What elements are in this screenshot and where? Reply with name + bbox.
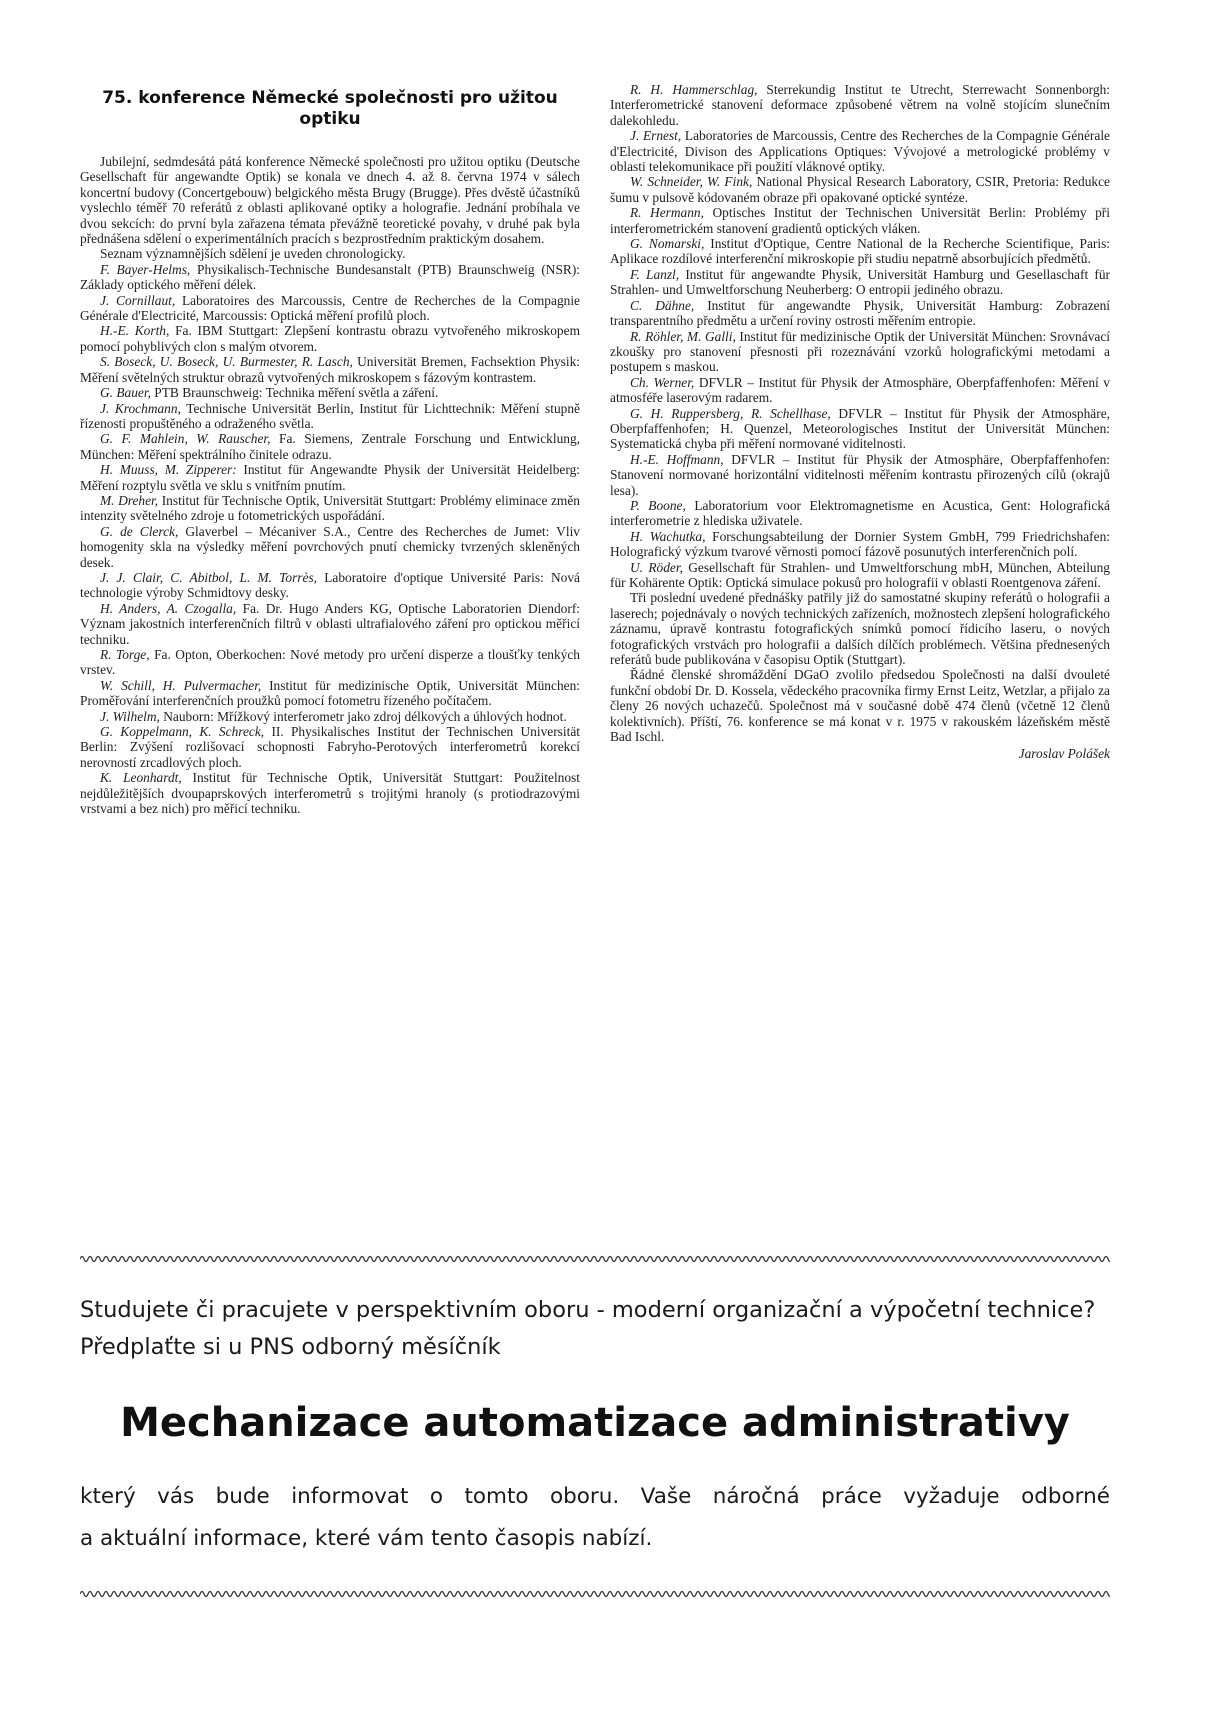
ad-subscribe-line: Předplaťte si u PNS odborný měsíčník (80, 1334, 501, 1360)
paragraph (80, 431, 580, 462)
paragraph-text: Fa. Opton, Oberkochen: Nové metody pro určení disperze a tloušťky tenkých vrstev. (80, 647, 580, 678)
author-names: J. Cornillaut, (100, 292, 176, 308)
paragraph-text: II. Physikalisches Institut der Technischen Universität Berlin: Zvýšení rozlišovací schopnosti Fabryho-Perotových interferometrů korekcí nerovností zrcadlových ploch. (80, 724, 580, 770)
paragraph (80, 462, 580, 493)
paragraph-text: Laboratorium voor Elektromagnetisme en Acustica, Gent: Holografická interferometrie z hlediska uživatele. (610, 497, 1110, 529)
author-names: P. Boone, (630, 497, 686, 513)
ad-magazine-title: Mechanizace automatizace administrativy (120, 1400, 1070, 1446)
paragraph (80, 570, 580, 601)
author-names: G. H. Ruppersberg, R. Schellhase, (630, 405, 831, 421)
paragraph (80, 678, 580, 709)
paragraph-text: DFVLR – Institut für Physik der Atmosphäre, Oberpfaffenhofen: Měření v atmosféře laserovým radarem. (610, 374, 1110, 406)
paragraph (610, 82, 1110, 128)
ad-body-line-2: a aktuální informace, které vám tento časopis nabízí. (80, 1526, 653, 1551)
author-names: F. Lanzl, (630, 266, 680, 282)
author-names: G. Bauer, (100, 385, 151, 401)
right-column (610, 82, 1110, 762)
paragraph-text: Optisches Institut der Technischen Universität Berlin: Problémy při interferometrickém stanovení gradientů optických vláken. (610, 205, 1110, 236)
author-names: W. Schill, H. Pulvermacher, (100, 677, 262, 693)
paragraph (610, 590, 1110, 667)
paragraph (610, 375, 1110, 406)
paragraph (80, 354, 580, 385)
ad-body-line-1: který vás bude informovat o tomto oboru. Vaše náročná práce vyžaduje odborné (80, 1484, 1110, 1509)
author-names: U. Röder, (630, 559, 683, 575)
paragraph (610, 498, 1110, 529)
author-names: G. F. Mahlein, W. Rauscher, (100, 431, 271, 447)
author-names: M. Dreher, (100, 492, 159, 508)
paragraph-text: Institut für Angewandte Physik der Universität Heidelberg: Měření rozptylu světla ve sklu s vnitřním pnutím. (80, 462, 580, 493)
paragraph (80, 323, 580, 354)
paragraph-text: Technische Universität Berlin, Institut für Lichttechnik: Měření stupně řízenosti propuštěného a odraženého světla. (80, 400, 580, 431)
paragraph-text: Laboratoires des Marcoussis, Centre de Recherches de la Compagnie Générale d'Electricité, Marcoussis: Optická měření profilů ploch. (80, 292, 580, 324)
paragraph (80, 724, 580, 770)
paragraph (80, 493, 580, 524)
paragraph-text: Institut für angewandte Physik, Universität Hamburg: Zobrazení transparentního předmětu a určení roviny ostrosti měřením entropie. (610, 297, 1110, 329)
author-names: R. Hermann, (630, 205, 704, 221)
paragraph-text: DFVLR – Institut für Physik der Atmosphäre, Oberpfaffenhofen; H. Quenzel, Meteorologisches Institut der Universität München: Systematická chyba při měření normované viditelnosti. (610, 405, 1110, 452)
paragraph (610, 529, 1110, 560)
paragraph (610, 667, 1110, 744)
paragraph (80, 601, 580, 647)
author-names: R. Röhler, M. Galli, (630, 328, 736, 344)
paragraph-text: PTB Braunschweig: Technika měření světla a záření. (150, 385, 439, 401)
paragraph-text: Institut für Technische Optik, Universität Stuttgart: Použitelnost nejdůležitějších dvoupaprskových interferometrů s trojitými hranoly (s protiodrazovými vrstvami a bez nich) pro měřicí techniku. (80, 770, 580, 817)
paragraph (80, 293, 580, 324)
paragraph (80, 647, 580, 678)
paragraph (610, 267, 1110, 298)
author-names: S. Boseck, U. Boseck, U. Burmester, R. Lasch, (100, 354, 353, 370)
paragraph (80, 709, 580, 724)
author-names: H. Anders, A. Czogalla, (100, 600, 237, 616)
paragraph-text: Institut für Technische Optik, Universität Stuttgart: Problémy eliminace změn intenzity světelného zdroje u fotometrických uspořádání. (80, 492, 580, 524)
paragraph (610, 406, 1110, 452)
paragraph-text: Fa. Siemens, Zentrale Forschung und Entwicklung, München: Měření spektrálního činitele odrazu. (80, 431, 580, 462)
paragraph (80, 246, 580, 261)
paragraph (80, 385, 580, 400)
paragraph-text: Laboratoire d'optique Université Paris: Nová technologie výroby Schmidtovy desky. (80, 569, 580, 601)
ad-question: Studujete či pracujete v perspektivním oboru - moderní organizační a výpočetní technice? (80, 1297, 1096, 1323)
paragraph-text: Institut für medizinische Optik, Universität München: Proměřování interferenčních proužků pomocí fotometru řízeného počítačem. (80, 677, 580, 709)
author-names: G. Koppelmann, K. Schreck, (100, 724, 265, 740)
author-names: R. Torge, (100, 647, 150, 662)
author-names: G. de Clerck, (100, 523, 179, 539)
paragraph-text: Laboratories de Marcoussis, Centre des Recherches de la Compagnie Générale d'Electricité, Divison des Applications Optiques: Vývojové a metrologické problémy v oblasti telekomunikace při použití vláknové optiky. (610, 128, 1110, 175)
author-names: F. Bayer-Helms, (100, 261, 191, 277)
paragraph (610, 236, 1110, 267)
author-names: W. Schneider, W. Fink, (630, 174, 753, 190)
paragraph (610, 560, 1110, 591)
paragraph-text: National Physical Research Laboratory, CSIR, Pretoria: Redukce šumu v pulsově kódovaném obraze při opakované optické syntéze. (610, 174, 1110, 205)
author-names: J. Ernest, (630, 128, 682, 144)
paragraph (80, 401, 580, 432)
wavy-line-graphic (80, 1253, 1110, 1265)
paragraph-text: Universität Bremen, Fachsektion Physik: Měření světelných struktur obrazů vytvořených mikroskopem s fázovým kontrastem. (80, 354, 580, 385)
paragraph (610, 174, 1110, 205)
paragraph (610, 452, 1110, 498)
paragraph-text: Jubilejní, sedmdesátá pátá konference Německé společnosti pro užitou optiku (Deutsche Gesellschaft für angewandte Optik) se konala ve dnech 4. až 8. června 1974 v sálech koncertní budovy (Concertgebouw) belgického města Brugy (Brugge). Přes dvěstě účastníků vyslechlo téměř 70 referátů z oblasti aplikované optiky a holografie. Jednání probíhala ve dvou sekcích: do první byla zařazena témata převážně teoretické povahy, v druhé pak byla přednášena sdělení o experimentálních pracích s bezprostředním praktickým dosahem. (80, 154, 580, 247)
left-column (80, 82, 580, 816)
author-names: H. Muuss, M. Zipperer: (100, 462, 237, 478)
author-names: H.-E. Korth, (100, 323, 170, 339)
author-names: C. Dähne, (630, 297, 695, 313)
paragraph (610, 205, 1110, 236)
paragraph (80, 262, 580, 293)
paragraph-text: Řádné členské shromáždění DGaO zvolilo předsedou Společnosti na další dvouleté funkční období Dr. D. Kossela, vědeckého pracovníka firmy Ernst Leitz, Wetzlar, a přijalo za členy 26 nových uchazečů. Společnost má v současné době 474 členů (včetně 12 členů kolektivních). Příští, 76. konference se má konat v r. 1975 v rakouském lázeňském městě Bad Ischl. (610, 667, 1110, 745)
article-columns (80, 82, 1110, 1182)
paragraph-text: Fa. IBM Stuttgart: Zlepšení kontrastu obrazu vytvořeného mikroskopem pomocí pohyblivých clon s malým otvorem. (80, 323, 580, 354)
paragraph-text: Physikalisch-Technische Bundesanstalt (PTB) Braunschweig (NSR): Základy optického měření délek. (80, 261, 581, 293)
paragraph (80, 770, 580, 816)
paragraph-text: Glaverbel – Mécaniver S.A., Centre des Recherches de Jumet: Vliv homogenity skla na výsledky měření povrchových pnutí chemicky tvrzených skleněných desek. (80, 523, 580, 570)
author-names: J. Wilhelm, (100, 708, 160, 724)
author-names: J. J. Clair, C. Abitbol, L. M. Torrès, (100, 569, 318, 585)
author-names: H. Wachutka, (630, 528, 706, 544)
paragraph-text: Fa. Dr. Hugo Anders KG, Optische Laboratorien Diendorf: Význam jakostních interferenčních filtrů v oblasti ultrafialového záření pro optickou měřicí techniku. (80, 600, 580, 647)
wavy-divider-top (80, 1253, 1110, 1265)
paragraph-text: Sterrekundig Institut te Utrecht, Sterrewacht Sonnenborgh: Interferometrické stanovení deformace způsobené větrem na volně stojícím slunečním dalekohledu. (610, 82, 1110, 128)
paragraph-text: DFVLR – Institut für Physik der Atmosphäre, Oberpfaffenhofen: Stanovení normované horizontální viditelnosti měřením kontrastu přirozených cílů (okrajů lesa). (610, 451, 1110, 498)
author-names: K. Leonhardt, (100, 770, 182, 786)
paragraph (80, 524, 580, 570)
wavy-line-graphic (80, 1588, 1110, 1600)
paragraph-text: Tři poslední uvedené přednášky patřily již do samostatné skupiny referátů o holografii a laserech; pojednávaly o nových technických zařízeních, možnostech zlepšení holografického záznamu, úpravě kontrastu fotografických snímků pomocí řídicího laseru, o nových fotografických vrstvách pro holografii a dalších dílčích problémech. Většina přednesených referátů bude publikována v časopisu Optik (Stuttgart). (610, 590, 1110, 668)
paragraph-text: Seznam významnějších sdělení je uveden chronologicky. (100, 246, 406, 262)
paragraph-text: Institut d'Optique, Centre National de la Recherche Scientifique, Paris: Aplikace rozdílové interferenční mikroskopie při studiu nepatrně absorbujících předmětů. (610, 236, 1111, 267)
paragraph (80, 154, 580, 246)
wavy-divider-bottom (80, 1588, 1110, 1600)
paragraph-text: Nauborn: Mřížkový interferometr jako zdroj délkových a úhlových hodnot. (159, 708, 567, 724)
article-title: 75. konference Německé společnosti pro užitou optiku (102, 88, 558, 129)
author-names: H.-E. Hoffmann, (630, 451, 724, 467)
author-names: J. Krochmann, (100, 400, 181, 416)
paragraph-text: Institut für angewandte Physik, Universität Hamburg und Gesellaschaft für Strahlen- und Umweltforschung Neuherberg: O entropii jediného obrazu. (610, 266, 1111, 298)
author-names: G. Nomarski, (630, 236, 705, 252)
paragraph-text: Gesellschaft für Strahlen- und Umweltforschung mbH, München, Abteilung für Kohärente Optik: Optická simulace pokusů pro holografii v oblasti Roentgenova záření. (610, 559, 1111, 590)
author-names: R. H. Hammerschlag, (630, 82, 758, 97)
paragraph-text: Institut für medizinische Optik der Universität München: Srovnávací zkoušky pro stanovení přesnosti při rozeznávání vzorků holografickými metodami a postupem s maskou. (610, 328, 1110, 375)
author-signature: Jaroslav Polášek (1018, 746, 1110, 762)
paragraph (610, 298, 1110, 329)
paragraph (610, 329, 1110, 375)
paragraph-text: Forschungsabteilung der Dornier System GmbH, 799 Friedrichshafen: Holografický výzkum tvarové věrnosti pomocí fázově posunutých interferenčních polí. (610, 528, 1110, 560)
paragraph (610, 128, 1110, 174)
author-names: Ch. Werner, (630, 374, 695, 390)
